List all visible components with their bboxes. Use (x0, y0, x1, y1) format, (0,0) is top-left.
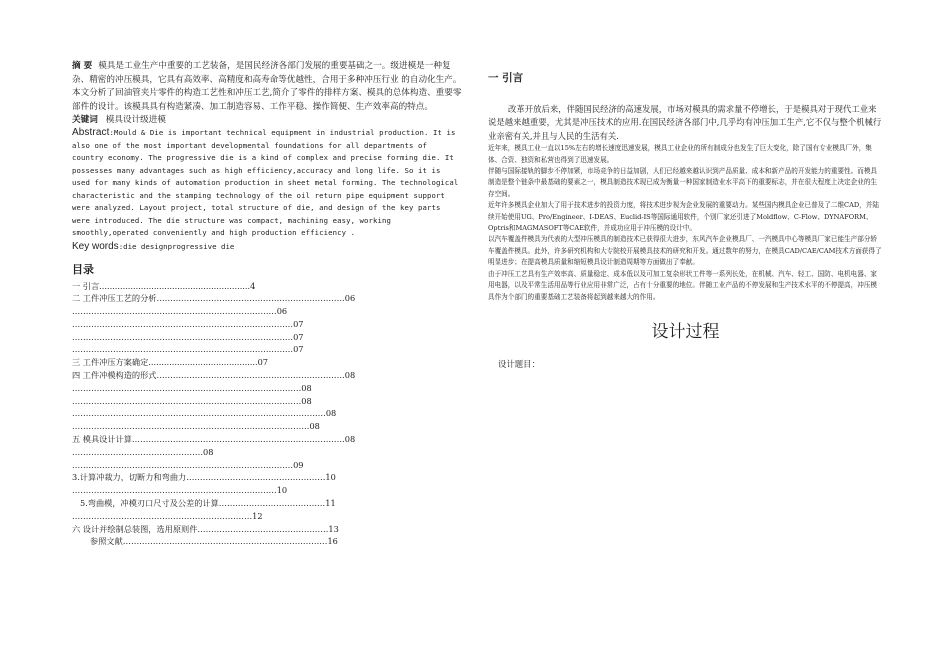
keywords-en-label: Key words (72, 240, 119, 252)
toc-entry[interactable]: 参照文献…………………………………………………………………16 (90, 536, 338, 547)
abstract-cn (72, 60, 462, 114)
intro-paragraph: 以汽车覆盖件模具为代表的大型冲压模具的制造技术已获得很大进步，东风汽车企业模具厂、一汽模具中心等模具厂家已能生产部分轿车覆盖件模具。此外，许多研究机构和大专院校开展模具技术的研究和开发。通过数年的努力，在模具CAD/CAE/CAM技术方面获得了明显进步；在提高模具质量和缩短模具设计制造周期等方面做出了奉献。 (488, 235, 882, 267)
toc-entry[interactable]: …………………………………………………………………………08 (72, 382, 312, 393)
right-column (488, 70, 883, 370)
toc-entry[interactable]: …………………………………………………………………06 (72, 306, 288, 317)
toc-entry[interactable]: 二 工件冲压工艺的分析……………………………………………………………06 (72, 293, 356, 304)
toc-entry[interactable]: ………………………………………………………………………07 (72, 331, 304, 342)
toc-entry[interactable]: 六 设计并绘制总装图，选用原则件…………………………………………13 (72, 523, 339, 534)
toc-entry[interactable]: 四 工件冲模构造的形式……………………………………………………………08 (72, 370, 356, 381)
keywords-en-text: :die designprogressive die (118, 241, 235, 251)
intro-paragraph: 由于冲压工艺具有生产效率高、质量稳定、成本低以及可加工复杂形状工件等一系列长处，在机械、汽车、轻工、国防、电机电器、家用电器，以及平常生活用品等行业应用非常广泛，占有十分重要的地位。伴随工业产品的不停发展和生产技术水平的不停提高，冲压模具作为个部门的重要基础工艺装备将起到越来越大的作用。 (488, 269, 878, 301)
intro-paragraph: 近年许多模具企业加大了用于技术进步的投资力度，将技术进步视为企业发展的重要动力。某些国内模具企业已普及了二维CAD，并陆续开始使用UG、Pro/Engineer、I-DEAS、Euclid-IS等国际通用软件，个别厂家还引进了Moldflow、C-Flow、DYNAFORM、Optris和MAGMASOFT等CAE软件，并成功应用于冲压模的设计中。 (488, 201, 879, 233)
keywords-cn-label: 关键词 (72, 115, 98, 125)
toc-entry[interactable]: …………………………………………08 (72, 446, 214, 457)
table-of-contents (72, 280, 462, 549)
toc-entry[interactable]: 五 模具设计计算……………………………………………………………………08 (72, 434, 356, 445)
toc-entry[interactable]: …………………………………………………………………………………08 (72, 408, 337, 419)
toc-entry[interactable]: 5.弯曲模，冲模刃口尺寸及公差的计算…………………………………11 (80, 498, 336, 509)
design-heading: 设计过程 (651, 321, 720, 342)
toc-entry[interactable]: ………………………………………………………………………09 (72, 459, 304, 470)
keywords-cn-text: 模具设计级进模 (105, 115, 166, 125)
abstract-en (72, 127, 462, 240)
toc-entry[interactable]: 一 引言..........................................................4 (72, 280, 256, 291)
abstract-en-text: :Mould & Die is important technical equipment in industrial production. It is also one of the most important developmental foundations for all departments of country economy. The progressive die is a kind of complex and precise forming die. It possesses many advantages such as high efficiency,accuracy and long life. So it is used for many kinds of automation production in sheet metal forming. The technological characteristic and the stamping technology of the oil return pipe equipment support were analyzed. Layout project, total structure of die, and design of the key parts were introduced. The die structure was compact, machining easy, working smoothly,operated conveniently and high production efficiency . (72, 128, 459, 237)
toc-entry[interactable]: …………………………………………………………12 (72, 510, 263, 521)
toc-entry[interactable]: ………………………………………………………………………07 (72, 318, 304, 329)
intro-paragraph: 改革开放后来，伴随国民经济的高速发展，市场对模具的需求量不停增长，于是模具对于现代工业来说是越来越重要，尤其是冲压技术的应用.在国民经济各部门中,几乎均有冲压加工生产,它不仅与整个机械行业亲密有关,并且与人民的生活有关. (488, 104, 882, 141)
abstract-en-label: Abstract (72, 127, 110, 138)
intro-heading: 一 引言 (488, 72, 524, 84)
abstract-cn-text: 模具是工业生产中重要的工艺装备，是国民经济各部门发展的重要基础之一。级进模是一种复杂、精密的冲压模具，它具有高效率、高精度和高寿命等优越性，合用于多种冲压行业 的自动化生产。本文分析了回油管夹片零件的构造工艺性和冲压工艺,简介了零件的排样方案、模具的总体构造、重要零部件的设计。该模具具有构造紧凑、加工制造容易、工作平稳、操作简便、生产效率高的特点。 (72, 61, 462, 112)
toc-entry[interactable]: …………………………………………………………………………08 (72, 395, 312, 406)
keywords-en (72, 240, 462, 253)
intro-paragraph: 近年来，模具工业一直以15%左右的增长速度迅速发展，模具工业企业的所有制成分也发生了巨大变化，除了国有专业模具厂外，集体、合资、独资和私营也得到了迅速发展。 (488, 144, 872, 164)
design-question-label: 设计题目： (498, 358, 540, 369)
toc-title: 目录 (72, 262, 94, 276)
toc-entry[interactable]: …………………………………………………………………10 (72, 485, 288, 496)
toc-entry[interactable]: 3.计算冲裁力，切断力和弯曲力……………………………………………10 (72, 472, 336, 483)
left-column (72, 60, 462, 548)
toc-entry[interactable]: ……………………………………………………………………………08 (72, 421, 320, 432)
toc-entry[interactable]: 三 工件冲压方案确定..........................................07 (72, 357, 269, 368)
toc-entry[interactable]: ………………………………………………………………………07 (72, 344, 304, 355)
intro-paragraph: 伴随与国际接轨的脚步不停加紧，市场竞争的日益加剧，人们已经越来越认识到产品质量、成本和新产品的开发能力的重要性。而模具制造是整个链条中最基础的要素之一，模具制造技术现已成为衡量一种国家制造业水平高下的重要标志，并在很大程度上决定企业的生存空间。 (488, 167, 878, 198)
keywords-cn (72, 114, 462, 127)
abstract-cn-label: 摘 要 (72, 61, 93, 71)
